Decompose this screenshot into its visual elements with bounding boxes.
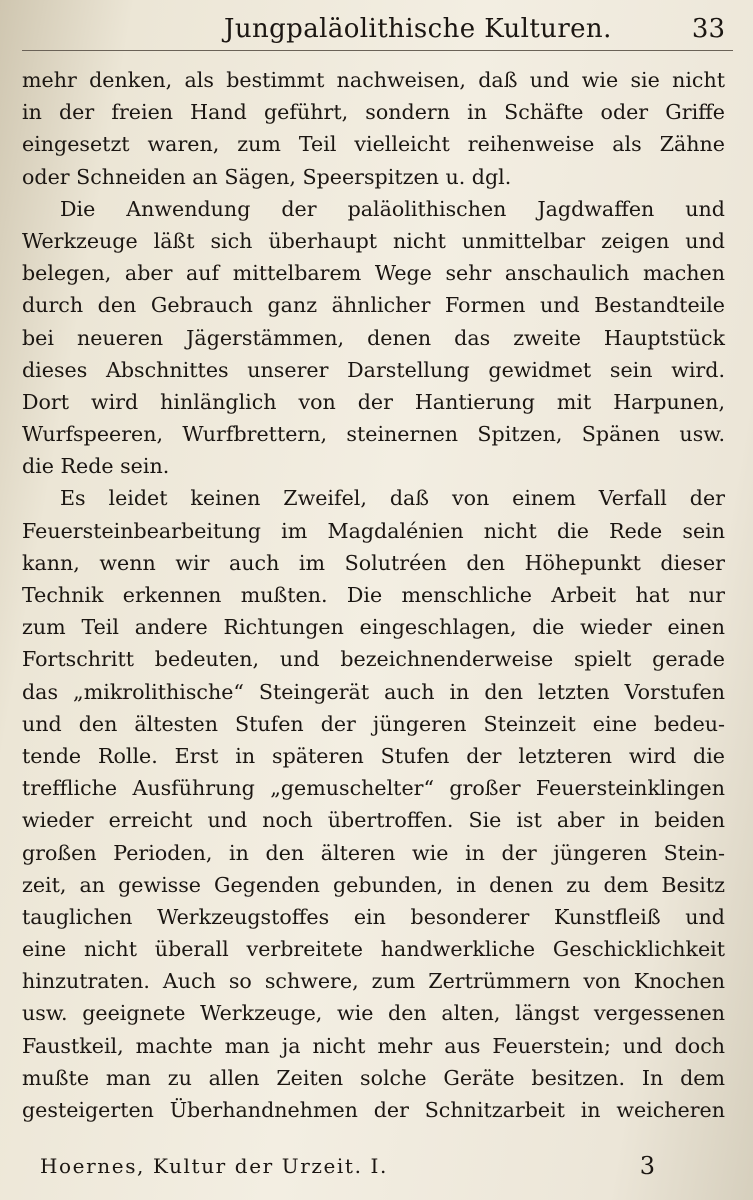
- text-line: Die Anwendung der paläolithischen Jagdwaffen und: [60, 196, 725, 221]
- text-line: eingesetzt waren, zum Teil vielleicht reihenweise als Zähne: [22, 132, 725, 157]
- text-line: dieses Abschnittes unserer Darstellung gewidmet sein wird.: [22, 357, 725, 382]
- text-line: zum Teil andere Richtungen eingeschlagen, die wieder einen: [22, 615, 725, 640]
- text-line: Technik erkennen mußten. Die menschliche Arbeit hat nur: [22, 583, 725, 607]
- text-line: oder Schneiden an Sägen, Speerspitzen u. dgl.: [22, 164, 512, 189]
- text-line: tende Rolle. Erst in späteren Stufen der letzteren wird die: [22, 743, 725, 768]
- text-line: und den ältesten Stufen der jüngeren Steinzeit eine bedeu-: [22, 711, 725, 736]
- text-line: durch den Gebrauch ganz ähnlicher Formen und Bestandteile: [22, 293, 725, 318]
- text-line: tauglichen Werkzeugstoffes ein besonderer Kunstfleiß und: [22, 904, 725, 929]
- text-line: Wurfspeeren, Wurfbrettern, steinernen Spitzen, Spänen usw.: [22, 422, 725, 447]
- text-line: eine nicht überall verbreitete handwerkliche Geschicklichkeit: [22, 937, 725, 962]
- text-line: das „mikrolithische“ Steingerät auch in den letzten Vorstufen: [22, 679, 725, 704]
- text-line: Faustkeil, machte man ja nicht mehr aus Feuerstein; und doch: [22, 1033, 725, 1058]
- footer-reference: Hoernes, Kultur der Urzeit. I.: [40, 1154, 388, 1178]
- text-line: belegen, aber auf mittelbarem Wege sehr anschaulich machen: [22, 261, 725, 286]
- running-head-title: Jungpaläolithische Kulturen.: [224, 14, 612, 44]
- text-line: Werkzeuge läßt sich überhaupt nicht unmittelbar zeigen und: [22, 228, 725, 253]
- text-line: Fortschritt bedeuten, und bezeichnenderweise spielt gerade: [22, 647, 725, 672]
- text-line: kann, wenn wir auch im Solutréen den Höhepunkt dieser: [22, 550, 725, 575]
- text-line: usw. geeignete Werkzeuge, wie den alten, längst vergessenen: [22, 1001, 725, 1026]
- text-line: Dort wird hinlänglich von der Hantierung mit Harpunen,: [22, 389, 725, 414]
- text-line: zeit, an gewisse Gegenden gebunden, in denen zu dem Besitz: [22, 872, 725, 897]
- text-line: wieder erreicht und noch übertroffen. Sie ist aber in beiden: [22, 808, 725, 833]
- text-line: in der freien Hand geführt, sondern in Schäfte oder Griffe: [22, 100, 725, 125]
- text-line: großen Perioden, in den älteren wie in der jüngeren Stein-: [22, 840, 725, 865]
- page-footer: [40, 1152, 713, 1186]
- text-line: mußte man zu allen Zeiten solche Geräte besitzen. In dem: [22, 1065, 725, 1090]
- text-line: die Rede sein.: [22, 454, 170, 479]
- running-head: [22, 10, 733, 51]
- text-line: gesteigerten Überhandnehmen der Schnitzarbeit in weicheren: [22, 1098, 725, 1122]
- text-line: treffliche Ausführung „gemuschelter“ großer Feuersteinklingen: [22, 776, 725, 801]
- text-line: Es leidet keinen Zweifel, daß von einem Verfall der: [60, 486, 725, 511]
- sheet-signature: 3: [639, 1152, 655, 1180]
- text-line: bei neueren Jägerstämmen, denen das zweite Hauptstück: [22, 325, 725, 350]
- text-line: Feuersteinbearbeitung im Magdalénien nicht die Rede sein: [22, 518, 725, 543]
- page-number: 33: [691, 14, 725, 44]
- text-line: mehr denken, als bestimmt nachweisen, daß und wie sie nicht: [22, 68, 725, 92]
- body-text: [22, 64, 725, 1126]
- text-line: hinzutraten. Auch so schwere, zum Zertrümmern von Knochen: [22, 969, 725, 994]
